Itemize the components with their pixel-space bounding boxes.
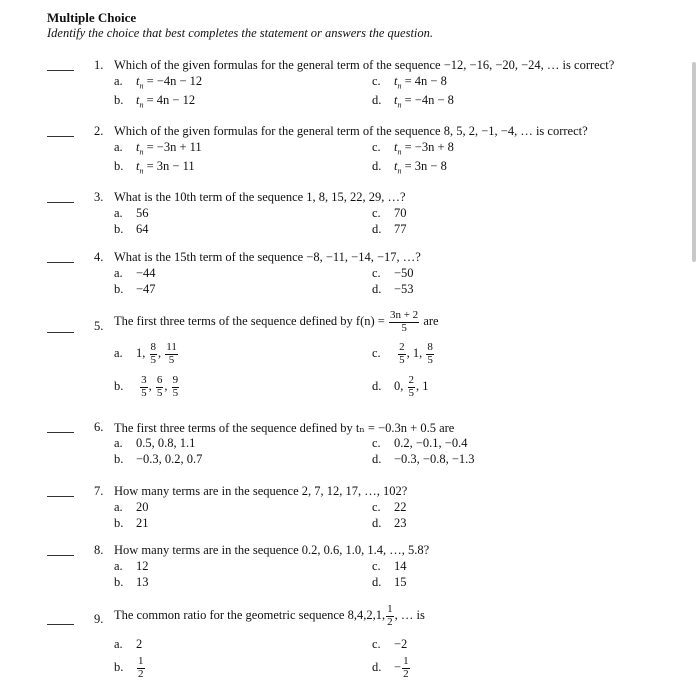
question-stem: The common ratio for the geometric sequence 8,4,2,1, $\frac{1}{2}$ , … is [114,603,425,628]
option-a: a. 20 [114,500,149,514]
option-b: b. $t_n = 4n - 12$ [114,93,196,110]
option-b: b. $\frac{1}{2}$ [114,655,144,680]
option-d: d. $t_n = -4n - 8$ [372,93,454,110]
question-number: 8. [94,543,104,557]
option-a: a. $t_n = -4n - 12$ [114,74,203,91]
option-c: c. 0.2, −0.1, −0.4 [372,436,468,450]
option-d: d. 0, $\frac{2}{5}$ , 1 [372,374,429,399]
option-a: a. 12 [114,559,149,573]
question-number: 3. [94,190,104,204]
option-b: b. 21 [114,516,149,530]
answer-blank[interactable] [47,262,74,263]
answer-blank[interactable] [47,496,74,497]
question-stem: What is the 15th term of the sequence −8, −11, −14, −17, …? [114,250,421,264]
answer-blank[interactable] [47,202,74,203]
question-number: 1. [94,58,104,72]
answer-blank[interactable] [47,624,74,625]
option-d: d. $t_n = 3n - 8$ [372,159,447,176]
option-b: b. −0.3, 0.2, 0.7 [114,452,203,466]
option-c: c. 22 [372,500,407,514]
option-d: d. − $\frac{1}{2}$ [372,655,409,680]
question-stem: What is the 10th term of the sequence 1, 8, 15, 22, 29, …? [114,190,406,204]
option-d: d. 77 [372,222,407,236]
question-number: 4. [94,250,104,264]
stem-fraction: $\frac{1}{2}$ [387,603,393,628]
answer-blank[interactable] [47,332,74,333]
scrollbar[interactable] [692,62,696,262]
question-number: 9. [94,612,104,626]
question-stem: The first three terms of the sequence defined by f(n) = $\frac{3n + 2}{5}$ are [114,309,439,334]
option-d: d. −53 [372,282,414,296]
section-title: Multiple Choice [47,10,137,25]
option-c: c. −2 [372,637,408,651]
question-number: 7. [94,484,104,498]
option-a: a. 2 [114,637,143,651]
option-c: c. $\frac{2}{5}$ , 1, $\frac{8}{5}$ [372,341,433,366]
option-b: b. −47 [114,282,156,296]
question-number: 6. [94,420,104,434]
question-number: 2. [94,124,104,138]
option-a: a. $t_n = -3n + 11$ [114,140,202,157]
answer-blank[interactable] [47,70,74,71]
option-d: d. 15 [372,575,407,589]
question-stem: Which of the given formulas for the general term of the sequence 8, 5, 2, −1, −4, … is correct? [114,124,588,138]
answer-blank[interactable] [47,136,74,137]
option-d: d. −0.3, −0.8, −1.3 [372,452,475,466]
option-a: a. 0.5, 0.8, 1.1 [114,436,196,450]
option-a: a. 1, $\frac{8}{5}$ , $\frac{11}{5}$ [114,341,177,366]
option-a: a. −44 [114,266,156,280]
question-number: 5. [94,319,104,333]
question-stem: How many terms are in the sequence 2, 7, 12, 17, …, 102? [114,484,408,498]
answer-blank[interactable] [47,432,74,433]
option-b: b. 13 [114,575,149,589]
question-stem: How many terms are in the sequence 0.2, 0.6, 1.0, 1.4, …, 5.8? [114,543,430,557]
stem-fraction: $\frac{3n + 2}{5}$ [389,309,419,334]
option-c: c. $t_n = 4n - 8$ [372,74,447,91]
option-c: c. 14 [372,559,407,573]
option-b: b. 64 [114,222,149,236]
question-stem: Which of the given formulas for the general term of the sequence −12, −16, −20, −24, … is correct? [114,58,615,72]
option-c: c. 70 [372,206,407,220]
option-c: c. $t_n = -3n + 8$ [372,140,454,157]
option-b: b. $\frac{3}{5}$ , $\frac{6}{5}$ , $\frac{9}{5}$ [114,374,179,399]
option-c: c. −50 [372,266,414,280]
section-instructions: Identify the choice that best completes the statement or answers the question. [47,26,434,40]
option-b: b. $t_n = 3n - 11$ [114,159,195,176]
question-stem: The first three terms of the sequence defined by tₙ = −0.3n + 0.5 are [114,421,455,435]
answer-blank[interactable] [47,555,74,556]
option-d: d. 23 [372,516,407,530]
option-a: a. 56 [114,206,149,220]
